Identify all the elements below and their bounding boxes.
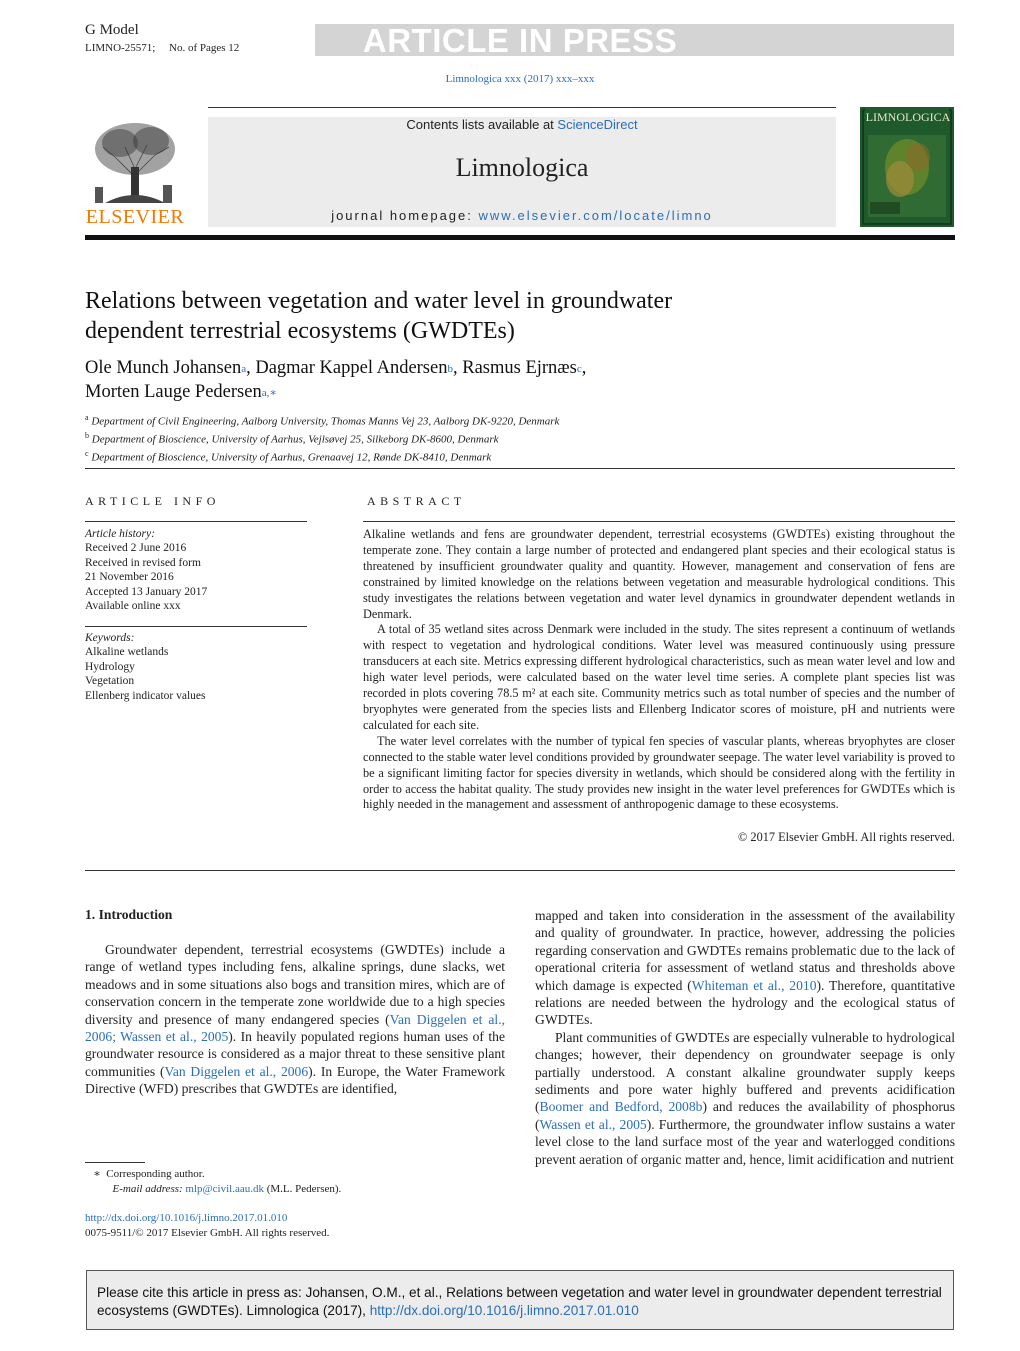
history-entry: Accepted 13 January 2017 <box>85 585 208 598</box>
author-list <box>85 356 785 404</box>
body-paragraph <box>535 907 955 1029</box>
history-entry: Received in revised form <box>85 556 201 569</box>
doi-block <box>85 1211 505 1240</box>
text-run: ). Furthermore, the groundwater inflow sustains a water level close to the land surface most of the year and waterlogged conditions prevent aeration of organic matter and, hence, limit acidification and nutrient <box>535 1116 955 1167</box>
divider <box>85 870 955 871</box>
history-label: Article history: <box>85 528 155 540</box>
author-name: Dagmar Kappel Andersen <box>255 358 448 378</box>
affiliation-marker: b <box>85 431 89 441</box>
masthead-top-rule <box>208 107 836 108</box>
section-heading-introduction: 1. Introduction <box>85 907 173 922</box>
text-run: Groundwater dependent, terrestrial ecosystems (GWDTEs) include a range of wetland types including fens, alkaline springs, dune slacks, wet meadows and in some situations also bogs and transition mires, which are of conservation concern in the temperate zone worldwide due to a high species diversity and presence of many endangered species ( <box>85 942 505 1027</box>
title-line-2: dependent terrestrial ecosystems (GWDTEs) <box>85 318 515 344</box>
email-line <box>85 1182 505 1197</box>
body-column-left <box>85 941 505 1098</box>
journal-cover-image <box>860 107 954 227</box>
author-separator: , <box>581 358 587 378</box>
text-run: Plant communities of GWDTEs are especially vulnerable to hydrological changes; however, their dependency on groundwater seepage is only partially understood. A constant alkaline groundwater supply keeps sediments and pore water highly buffered and prevents acidification ( <box>535 1029 955 1115</box>
affiliation <box>85 447 945 465</box>
author-affil-link[interactable]: a <box>241 363 247 375</box>
abstract-heading: ABSTRACT <box>367 494 466 508</box>
keyword: Alkaline wetlands <box>85 646 169 659</box>
keywords <box>85 631 307 703</box>
keyword: Ellenberg indicator values <box>85 689 206 702</box>
citation-link[interactable]: Wassen et al., 2005 <box>539 1116 647 1132</box>
author-name: Morten Lauge Pedersen <box>85 382 262 402</box>
manuscript-number: LIMNO-25571; <box>85 42 156 54</box>
corresponding-footnote <box>85 1167 505 1196</box>
divider <box>85 521 307 522</box>
keywords-label: Keywords: <box>85 632 135 644</box>
status-banner: ARTICLE IN PRESS <box>362 22 678 59</box>
issn-line: 0075-9511/© 2017 Elsevier GmbH. All rights reserved. <box>85 1226 330 1239</box>
abstract-paragraph: The water level correlates with the number of typical fen species of vascular plants, whereas bryophytes are closer connected to the stable water level conditions provided by groundwater seepage. The water level variability is proved to be a significant limiting factor for species diversity in wetlands, which should be considered along with the fertility in order to access the habitat quality. The study provides new insight in the water level preferences for GWDTEs which is highly needed in the management and assessment of anthropogenic damage to these ecosystems. <box>363 733 955 812</box>
manuscript-id <box>85 42 239 54</box>
journal-name: Limnologica <box>455 153 589 182</box>
divider <box>85 626 307 627</box>
author-separator: , <box>246 358 256 378</box>
author-separator: , <box>452 358 463 378</box>
affiliation-marker: c <box>85 449 89 459</box>
author-affil-link[interactable]: a,∗ <box>261 387 277 399</box>
citation-link[interactable]: Whiteman et al., 2010 <box>691 977 817 993</box>
affiliation <box>85 429 945 447</box>
homepage-line <box>208 208 836 223</box>
author-name: Ole Munch Johansen <box>85 358 242 378</box>
page-count: No. of Pages 12 <box>169 42 240 54</box>
contents-line <box>208 117 836 132</box>
email-link[interactable]: mlp@civil.aau.dk <box>185 1182 264 1195</box>
affiliations <box>85 411 945 465</box>
masthead-bottom-rule <box>85 235 955 240</box>
homepage-link[interactable]: www.elsevier.com/locate/limno <box>478 208 713 223</box>
author-affil-link[interactable]: b <box>447 363 453 375</box>
email-owner: (M.L. Pedersen). <box>263 1182 342 1195</box>
affiliation-marker: a <box>85 413 89 422</box>
corresponding-marker: ∗ <box>93 1168 101 1180</box>
text-run: ). In heavily populated regions human uses of the groundwater resource is considered as a major threat to these sensitive plant communities ( <box>85 1029 505 1079</box>
keyword: Vegetation <box>85 675 135 688</box>
article-history <box>85 527 307 613</box>
g-model-label: G Model <box>85 22 139 38</box>
body-paragraph <box>85 941 505 1098</box>
citation-box <box>86 1270 954 1330</box>
affiliation <box>85 411 945 429</box>
text-run: mapped and taken into consideration in the assessment of the availability and quality of groundwater. In practice, however, addressing the policies regarding conservation and GWDTEs remains problematic due to the lack of operational criteria for assessment of wetland status and thresholds above which damage is expected ( <box>535 908 955 993</box>
affiliation-text: Department of Bioscience, University of Aarhus, Vejlsøvej 25, Silkeborg DK-8600, Denmark <box>91 433 499 446</box>
homepage-prefix: journal homepage: <box>331 208 479 223</box>
text-run: ). Therefore, quantitative relations are needed between the hydrology and the ecological status of GWDTEs. <box>535 977 956 1028</box>
divider <box>85 468 955 469</box>
history-entry: 21 November 2016 <box>85 571 174 584</box>
footnote-rule <box>85 1162 145 1163</box>
abstract-paragraph: A total of 35 wetland sites across Denmark were included in the study. The sites represent a continuum of wetlands with respect to vegetation and hydrological conditions. Water level was measured continuously using pressure transducers at each site. Metrics expressing different hydrological characteristics, such as mean water level and low and high water level periods, were calculated based on the water level time series. A complete plant species list was recorded in plots covering 78.5 m² at each site. Community metrics such as total number of species and the number of bryophytes were generated from the species lists and Ellenberg Indicator scores of moisture, pH and nutrients were calculated for each site. <box>363 622 955 732</box>
citation-text: Please cite this article in press as: Johansen, O.M., et al., Relations between vegetation and water level in groundwater dependent terrestrial ecosystems (GWDTEs). Limnologica (2017), <box>97 1285 942 1318</box>
journal-reference[interactable]: Limnologica xxx (2017) xxx–xxx <box>445 73 595 85</box>
affiliation-text: Department of Bioscience, University of Aarhus, Grenaavej 12, Rønde DK-8410, Denmark <box>91 451 492 464</box>
divider <box>363 521 955 522</box>
citation-link[interactable]: Van Diggelen et al., 2006 <box>164 1063 309 1079</box>
history-entry: Available online xxx <box>85 600 181 613</box>
contents-prefix: Contents lists available at <box>406 117 558 132</box>
sciencedirect-link[interactable]: ScienceDirect <box>557 117 638 132</box>
text-run: ). In Europe, the Water Framework Directive (WFD) prescribes that GWDTEs are identified, <box>85 1063 505 1097</box>
citation-link[interactable]: Boomer and Bedford, 2008b <box>539 1099 703 1115</box>
abstract-body <box>363 527 955 813</box>
history-entry: Received 2 June 2016 <box>85 542 187 555</box>
doi-link[interactable]: http://dx.doi.org/10.1016/j.limno.2017.01.010 <box>85 1212 288 1224</box>
body-column-right <box>535 907 955 1168</box>
abstract-copyright: © 2017 Elsevier GmbH. All rights reserved. <box>738 830 955 844</box>
citation-link[interactable]: Van Diggelen et al., 2006; Wassen et al., 2005 <box>85 1011 505 1045</box>
abstract-paragraph: Alkaline wetlands and fens are groundwater dependent, terrestrial ecosystems (GWDTEs) existing throughout the temperate zone. They contain a large number of protected and endangered plant species and their ecological status is threatened by insufficient groundwater quality and quantity. However, management and conservation of fens are constrained by limited knowledge on the relations between vegetation and measurable hydrological conditions. This study investigates the relations between vegetation and water level dynamics in groundwater dependent wetlands in Denmark. <box>363 527 955 621</box>
title-line-1: Relations between vegetation and water level in groundwater <box>85 288 673 314</box>
email-label: E-mail address: <box>112 1182 186 1195</box>
corresponding-line <box>85 1167 505 1182</box>
cover-title: LIMNOLOGICA <box>865 110 951 124</box>
author-name: Rasmus Ejrnæs <box>462 358 577 378</box>
corresponding-label: Corresponding author. <box>106 1168 205 1180</box>
elsevier-wordmark: ELSEVIER <box>85 206 185 228</box>
citation-doi-link[interactable]: http://dx.doi.org/10.1016/j.limno.2017.01.010 <box>369 1302 639 1318</box>
affiliation-text: Department of Civil Engineering, Aalborg University, Thomas Manns Vej 23, Aalborg DK-9220, Denmark <box>91 415 560 428</box>
keyword: Hydrology <box>85 660 135 673</box>
body-paragraph <box>535 1029 955 1168</box>
article-info-heading: ARTICLE INFO <box>85 494 220 508</box>
author-affil-link[interactable]: c <box>576 363 582 375</box>
article-title <box>85 286 805 346</box>
text-run: ) and reduces the availability of phosphorus ( <box>535 1099 956 1132</box>
